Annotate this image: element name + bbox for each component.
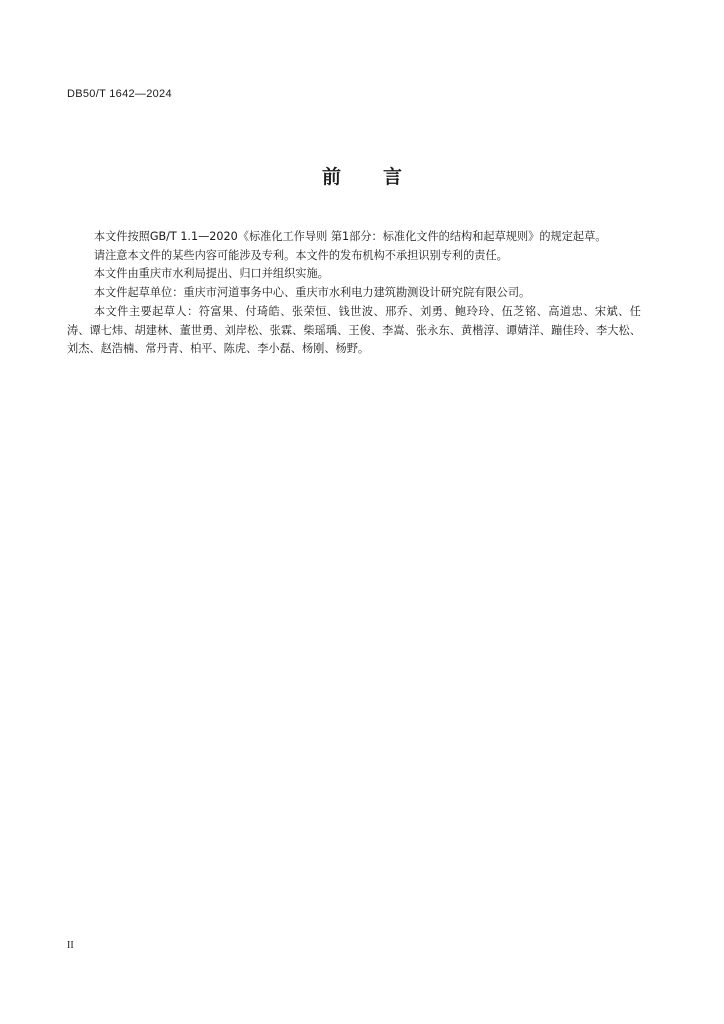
foreword-body xyxy=(67,228,641,359)
paragraph-main-drafters: 本文件主要起草人：符富果、付琦皓、张荣恒、钱世波、邢乔、刘勇、鲍玲玲、伍芝铭、高道忠、宋斌、任涛、谭七炜、胡建林、董世勇、刘岸松、张霖、柴瑶瑀、王俊、李嵩、张永东、黄楷淳、谭婧洋、蹦佳玲、李大松、刘杰、赵浩楠、常丹青、柏平、陈虎、李小磊、杨刚、杨野。 xyxy=(67,304,641,356)
paragraph-patent-notice: 请注意本文件的某些内容可能涉及专利。本文件的发布机构不承担识别专利的责任。 xyxy=(93,248,508,262)
document-code: DB50/T 1642—2024 xyxy=(67,88,172,100)
paragraph-drafting-rules: 本文件按照GB/T 1.1—2020《标准化工作导则 第1部分：标准化文件的结构和起草规则》的规定起草。 xyxy=(93,230,607,243)
page-number: II xyxy=(67,940,74,951)
paragraph-proposer: 本文件由重庆市水利局提出、归口并组织实施。 xyxy=(93,267,329,281)
paragraph-drafting-units: 本文件起草单位：重庆市河道事务中心、重庆市水利电力建筑勘测设计研究院有限公司。 xyxy=(93,286,531,300)
page-title: 前言 xyxy=(321,166,444,188)
